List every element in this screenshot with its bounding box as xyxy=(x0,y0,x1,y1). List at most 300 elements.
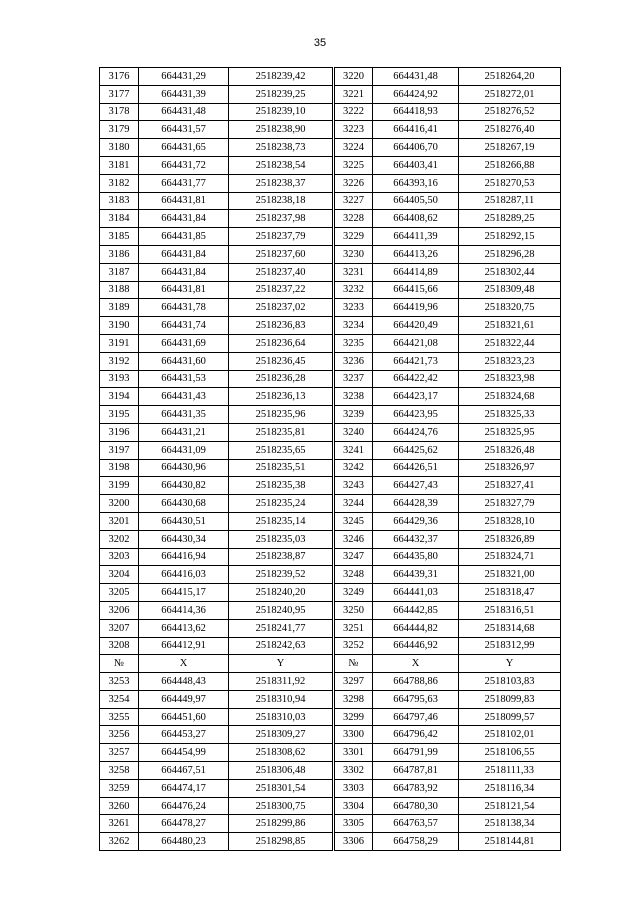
y-coordinate-cell: 2518310,03 xyxy=(229,708,333,726)
x-coordinate-cell: 664431,43 xyxy=(139,388,229,406)
point-number-cell: 3225 xyxy=(335,156,373,174)
x-coordinate-cell: 664431,09 xyxy=(139,441,229,459)
x-coordinate-cell: 664431,29 xyxy=(139,68,229,86)
y-coordinate-cell: 2518312,99 xyxy=(459,637,561,655)
x-coordinate-cell: 664797,46 xyxy=(373,708,459,726)
y-coordinate-cell: 2518237,98 xyxy=(229,210,333,228)
point-number-cell: 3262 xyxy=(100,833,139,851)
table-row xyxy=(100,388,561,406)
point-number-cell: 3230 xyxy=(335,245,373,263)
point-number-cell: 3258 xyxy=(100,762,139,780)
table-row xyxy=(100,601,561,619)
y-coordinate-cell: 2518237,22 xyxy=(229,281,333,299)
table-row xyxy=(100,548,561,566)
point-number-cell: 3197 xyxy=(100,441,139,459)
x-coordinate-cell: 664431,48 xyxy=(139,103,229,121)
point-number-cell: 3254 xyxy=(100,690,139,708)
point-number-cell: 3231 xyxy=(335,263,373,281)
y-coordinate-cell: 2518324,71 xyxy=(459,548,561,566)
y-coordinate-cell: 2518306,48 xyxy=(229,762,333,780)
x-coordinate-cell: 664414,36 xyxy=(139,601,229,619)
y-coordinate-cell: 2518106,55 xyxy=(459,744,561,762)
table-row xyxy=(100,477,561,495)
point-number-cell: 3188 xyxy=(100,281,139,299)
y-coordinate-cell: 2518241,77 xyxy=(229,619,333,637)
x-coordinate-cell: 664423,17 xyxy=(373,388,459,406)
y-coordinate-cell: 2518239,52 xyxy=(229,566,333,584)
y-coordinate-cell: 2518235,38 xyxy=(229,477,333,495)
y-coordinate-cell: 2518302,44 xyxy=(459,263,561,281)
y-coordinate-cell: 2518239,10 xyxy=(229,103,333,121)
point-number-cell: 3305 xyxy=(335,815,373,833)
x-coordinate-cell: 664467,51 xyxy=(139,762,229,780)
x-coordinate-cell: 664431,48 xyxy=(373,68,459,86)
x-coordinate-cell: 664418,93 xyxy=(373,103,459,121)
table-row xyxy=(100,370,561,388)
y-coordinate-cell: 2518326,89 xyxy=(459,530,561,548)
y-coordinate-cell: 2518326,97 xyxy=(459,459,561,477)
point-number-cell: 3205 xyxy=(100,584,139,602)
point-number-cell: 3233 xyxy=(335,299,373,317)
table-row xyxy=(100,317,561,335)
y-coordinate-cell: 2518316,51 xyxy=(459,601,561,619)
point-number-cell: 3246 xyxy=(335,530,373,548)
point-number-cell: 3241 xyxy=(335,441,373,459)
point-number-cell: 3176 xyxy=(100,68,139,86)
x-coordinate-cell: 664423,95 xyxy=(373,406,459,424)
x-coordinate-cell: 664442,85 xyxy=(373,601,459,619)
point-number-cell: 3185 xyxy=(100,228,139,246)
y-coordinate-cell: 2518240,20 xyxy=(229,584,333,602)
point-number-cell: 3198 xyxy=(100,459,139,477)
y-coordinate-cell: 2518236,28 xyxy=(229,370,333,388)
x-coordinate-cell: 664430,96 xyxy=(139,459,229,477)
x-coordinate-cell: 664415,17 xyxy=(139,584,229,602)
y-coordinate-cell: 2518309,48 xyxy=(459,281,561,299)
x-coordinate-cell: 664416,03 xyxy=(139,566,229,584)
y-coordinate-cell: 2518325,33 xyxy=(459,406,561,424)
x-coordinate-cell: 664758,29 xyxy=(373,833,459,851)
table-row xyxy=(100,530,561,548)
x-coordinate-cell: 664474,17 xyxy=(139,779,229,797)
y-coordinate-cell: 2518235,65 xyxy=(229,441,333,459)
point-number-cell: 3303 xyxy=(335,779,373,797)
x-coordinate-cell: 664431,74 xyxy=(139,317,229,335)
table-row xyxy=(100,779,561,797)
x-coordinate-cell: 664431,84 xyxy=(139,245,229,263)
point-number-cell: 3227 xyxy=(335,192,373,210)
table-row xyxy=(100,459,561,477)
x-coordinate-cell: 664431,21 xyxy=(139,423,229,441)
point-number-cell: 3184 xyxy=(100,210,139,228)
table-row xyxy=(100,637,561,655)
x-coordinate-cell: 664425,62 xyxy=(373,441,459,459)
point-number-cell: 3237 xyxy=(335,370,373,388)
y-coordinate-cell: 2518276,40 xyxy=(459,121,561,139)
table-row xyxy=(100,726,561,744)
x-coordinate-cell: 664424,92 xyxy=(373,85,459,103)
x-coordinate-cell: 664780,30 xyxy=(373,797,459,815)
x-coordinate-cell: 664444,82 xyxy=(373,619,459,637)
y-coordinate-cell: 2518309,27 xyxy=(229,726,333,744)
x-coordinate-cell: 664431,69 xyxy=(139,334,229,352)
table-row xyxy=(100,744,561,762)
table-row xyxy=(100,68,561,86)
point-number-cell: 3200 xyxy=(100,495,139,513)
point-number-cell: 3261 xyxy=(100,815,139,833)
point-number-cell: 3204 xyxy=(100,566,139,584)
y-coordinate-cell: 2518099,83 xyxy=(459,690,561,708)
table-row xyxy=(100,423,561,441)
y-coordinate-cell: 2518299,86 xyxy=(229,815,333,833)
table-row xyxy=(100,566,561,584)
point-number-cell: 3299 xyxy=(335,708,373,726)
header-y-cell: Y xyxy=(229,655,333,673)
y-coordinate-cell: 2518121,54 xyxy=(459,797,561,815)
point-number-cell: 3196 xyxy=(100,423,139,441)
point-number-cell: 3194 xyxy=(100,388,139,406)
y-coordinate-cell: 2518327,79 xyxy=(459,495,561,513)
y-coordinate-cell: 2518235,24 xyxy=(229,495,333,513)
x-coordinate-cell: 664453,27 xyxy=(139,726,229,744)
table-row xyxy=(100,673,561,691)
x-coordinate-cell: 664431,81 xyxy=(139,281,229,299)
y-coordinate-cell: 2518267,19 xyxy=(459,139,561,157)
x-coordinate-cell: 664421,73 xyxy=(373,352,459,370)
table-row xyxy=(100,441,561,459)
point-number-cell: 3250 xyxy=(335,601,373,619)
point-number-cell: 3178 xyxy=(100,103,139,121)
point-number-cell: 3245 xyxy=(335,512,373,530)
page-number: 35 xyxy=(313,37,327,49)
y-coordinate-cell: 2518323,23 xyxy=(459,352,561,370)
y-coordinate-cell: 2518236,64 xyxy=(229,334,333,352)
x-coordinate-cell: 664435,80 xyxy=(373,548,459,566)
point-number-cell: 3221 xyxy=(335,85,373,103)
y-coordinate-cell: 2518276,52 xyxy=(459,103,561,121)
point-number-cell: 3202 xyxy=(100,530,139,548)
header-x-cell: X xyxy=(373,655,459,673)
y-coordinate-cell: 2518292,15 xyxy=(459,228,561,246)
point-number-cell: 3251 xyxy=(335,619,373,637)
y-coordinate-cell: 2518264,20 xyxy=(459,68,561,86)
header-number-cell: № xyxy=(335,655,373,673)
table-row xyxy=(100,121,561,139)
y-coordinate-cell: 2518239,25 xyxy=(229,85,333,103)
table-row xyxy=(100,85,561,103)
point-number-cell: 3223 xyxy=(335,121,373,139)
point-number-cell: 3189 xyxy=(100,299,139,317)
x-coordinate-cell: 664431,57 xyxy=(139,121,229,139)
table-row xyxy=(100,762,561,780)
x-coordinate-cell: 664431,77 xyxy=(139,174,229,192)
point-number-cell: 3187 xyxy=(100,263,139,281)
y-coordinate-cell: 2518237,40 xyxy=(229,263,333,281)
point-number-cell: 3255 xyxy=(100,708,139,726)
y-coordinate-cell: 2518235,81 xyxy=(229,423,333,441)
y-coordinate-cell: 2518238,37 xyxy=(229,174,333,192)
y-coordinate-cell: 2518323,98 xyxy=(459,370,561,388)
x-coordinate-cell: 664431,84 xyxy=(139,263,229,281)
table-row xyxy=(100,584,561,602)
point-number-cell: 3180 xyxy=(100,139,139,157)
x-coordinate-cell: 664451,60 xyxy=(139,708,229,726)
table-row xyxy=(100,495,561,513)
point-number-cell: 3203 xyxy=(100,548,139,566)
x-coordinate-cell: 664796,42 xyxy=(373,726,459,744)
point-number-cell: 3224 xyxy=(335,139,373,157)
point-number-cell: 3235 xyxy=(335,334,373,352)
y-coordinate-cell: 2518242,63 xyxy=(229,637,333,655)
point-number-cell: 3206 xyxy=(100,601,139,619)
y-coordinate-cell: 2518238,73 xyxy=(229,139,333,157)
point-number-cell: 3201 xyxy=(100,512,139,530)
y-coordinate-cell: 2518287,11 xyxy=(459,192,561,210)
x-coordinate-cell: 664413,26 xyxy=(373,245,459,263)
y-coordinate-cell: 2518235,14 xyxy=(229,512,333,530)
x-coordinate-cell: 664478,27 xyxy=(139,815,229,833)
point-number-cell: 3244 xyxy=(335,495,373,513)
table-row xyxy=(100,833,561,851)
x-coordinate-cell: 664432,37 xyxy=(373,530,459,548)
table-row xyxy=(100,406,561,424)
x-coordinate-cell: 664788,86 xyxy=(373,673,459,691)
x-coordinate-cell: 664427,43 xyxy=(373,477,459,495)
point-number-cell: 3253 xyxy=(100,673,139,691)
x-coordinate-cell: 664429,36 xyxy=(373,512,459,530)
table-row xyxy=(100,263,561,281)
y-coordinate-cell: 2518236,83 xyxy=(229,317,333,335)
x-coordinate-cell: 664448,43 xyxy=(139,673,229,691)
header-x-cell: X xyxy=(139,655,229,673)
table-row xyxy=(100,797,561,815)
x-coordinate-cell: 664431,53 xyxy=(139,370,229,388)
x-coordinate-cell: 664405,50 xyxy=(373,192,459,210)
table-row xyxy=(100,815,561,833)
point-number-cell: 3249 xyxy=(335,584,373,602)
point-number-cell: 3259 xyxy=(100,779,139,797)
table-row xyxy=(100,174,561,192)
y-coordinate-cell: 2518310,94 xyxy=(229,690,333,708)
point-number-cell: 3240 xyxy=(335,423,373,441)
table-row xyxy=(100,708,561,726)
y-coordinate-cell: 2518289,25 xyxy=(459,210,561,228)
point-number-cell: 3207 xyxy=(100,619,139,637)
x-coordinate-cell: 664431,84 xyxy=(139,210,229,228)
x-coordinate-cell: 664408,62 xyxy=(373,210,459,228)
x-coordinate-cell: 664430,34 xyxy=(139,530,229,548)
y-coordinate-cell: 2518266,88 xyxy=(459,156,561,174)
table-row xyxy=(100,156,561,174)
x-coordinate-cell: 664439,31 xyxy=(373,566,459,584)
x-coordinate-cell: 664412,91 xyxy=(139,637,229,655)
x-coordinate-cell: 664414,89 xyxy=(373,263,459,281)
y-coordinate-cell: 2518318,47 xyxy=(459,584,561,602)
y-coordinate-cell: 2518237,60 xyxy=(229,245,333,263)
y-coordinate-cell: 2518235,03 xyxy=(229,530,333,548)
point-number-cell: 3192 xyxy=(100,352,139,370)
x-coordinate-cell: 664428,39 xyxy=(373,495,459,513)
point-number-cell: 3300 xyxy=(335,726,373,744)
point-number-cell: 3304 xyxy=(335,797,373,815)
y-coordinate-cell: 2518314,68 xyxy=(459,619,561,637)
table-row xyxy=(100,281,561,299)
y-coordinate-cell: 2518328,10 xyxy=(459,512,561,530)
x-coordinate-cell: 664431,78 xyxy=(139,299,229,317)
x-coordinate-cell: 664431,65 xyxy=(139,139,229,157)
x-coordinate-cell: 664413,62 xyxy=(139,619,229,637)
table-row xyxy=(100,334,561,352)
x-coordinate-cell: 664783,92 xyxy=(373,779,459,797)
y-coordinate-cell: 2518239,42 xyxy=(229,68,333,86)
x-coordinate-cell: 664411,39 xyxy=(373,228,459,246)
point-number-cell: 3193 xyxy=(100,370,139,388)
x-coordinate-cell: 664415,66 xyxy=(373,281,459,299)
point-number-cell: 3232 xyxy=(335,281,373,299)
y-coordinate-cell: 2518300,75 xyxy=(229,797,333,815)
point-number-cell: 3190 xyxy=(100,317,139,335)
point-number-cell: 3242 xyxy=(335,459,373,477)
y-coordinate-cell: 2518235,51 xyxy=(229,459,333,477)
y-coordinate-cell: 2518144,81 xyxy=(459,833,561,851)
x-coordinate-cell: 664791,99 xyxy=(373,744,459,762)
point-number-cell: 3208 xyxy=(100,637,139,655)
point-number-cell: 3257 xyxy=(100,744,139,762)
point-number-cell: 3222 xyxy=(335,103,373,121)
x-coordinate-cell: 664449,97 xyxy=(139,690,229,708)
x-coordinate-cell: 664431,72 xyxy=(139,156,229,174)
x-coordinate-cell: 664403,41 xyxy=(373,156,459,174)
y-coordinate-cell: 2518298,85 xyxy=(229,833,333,851)
y-coordinate-cell: 2518237,02 xyxy=(229,299,333,317)
y-coordinate-cell: 2518240,95 xyxy=(229,601,333,619)
point-number-cell: 3301 xyxy=(335,744,373,762)
point-number-cell: 3302 xyxy=(335,762,373,780)
y-coordinate-cell: 2518270,53 xyxy=(459,174,561,192)
y-coordinate-cell: 2518311,92 xyxy=(229,673,333,691)
x-coordinate-cell: 664430,68 xyxy=(139,495,229,513)
point-number-cell: 3297 xyxy=(335,673,373,691)
table-row xyxy=(100,192,561,210)
header-number-cell: № xyxy=(100,655,139,673)
point-number-cell: 3234 xyxy=(335,317,373,335)
point-number-cell: 3236 xyxy=(335,352,373,370)
point-number-cell: 3226 xyxy=(335,174,373,192)
y-coordinate-cell: 2518272,01 xyxy=(459,85,561,103)
x-coordinate-cell: 664422,42 xyxy=(373,370,459,388)
table-row xyxy=(100,228,561,246)
point-number-cell: 3177 xyxy=(100,85,139,103)
point-number-cell: 3182 xyxy=(100,174,139,192)
coordinates-table xyxy=(99,67,561,851)
point-number-cell: 3179 xyxy=(100,121,139,139)
x-coordinate-cell: 664424,76 xyxy=(373,423,459,441)
x-coordinate-cell: 664431,35 xyxy=(139,406,229,424)
x-coordinate-cell: 664419,96 xyxy=(373,299,459,317)
x-coordinate-cell: 664476,24 xyxy=(139,797,229,815)
point-number-cell: 3183 xyxy=(100,192,139,210)
table-row xyxy=(100,103,561,121)
point-number-cell: 3252 xyxy=(335,637,373,655)
y-coordinate-cell: 2518327,41 xyxy=(459,477,561,495)
table-row xyxy=(100,245,561,263)
x-coordinate-cell: 664431,81 xyxy=(139,192,229,210)
x-coordinate-cell: 664430,51 xyxy=(139,512,229,530)
y-coordinate-cell: 2518235,96 xyxy=(229,406,333,424)
point-number-cell: 3181 xyxy=(100,156,139,174)
y-coordinate-cell: 2518111,33 xyxy=(459,762,561,780)
y-coordinate-cell: 2518103,83 xyxy=(459,673,561,691)
y-coordinate-cell: 2518308,62 xyxy=(229,744,333,762)
table-row xyxy=(100,299,561,317)
x-coordinate-cell: 664426,51 xyxy=(373,459,459,477)
point-number-cell: 3256 xyxy=(100,726,139,744)
y-coordinate-cell: 2518296,28 xyxy=(459,245,561,263)
table-row xyxy=(100,352,561,370)
y-coordinate-cell: 2518116,34 xyxy=(459,779,561,797)
point-number-cell: 3228 xyxy=(335,210,373,228)
table-row xyxy=(100,139,561,157)
point-number-cell: 3238 xyxy=(335,388,373,406)
point-number-cell: 3239 xyxy=(335,406,373,424)
point-number-cell: 3247 xyxy=(335,548,373,566)
y-coordinate-cell: 2518320,75 xyxy=(459,299,561,317)
point-number-cell: 3220 xyxy=(335,68,373,86)
header-y-cell: Y xyxy=(459,655,561,673)
x-coordinate-cell: 664416,94 xyxy=(139,548,229,566)
y-coordinate-cell: 2518325,95 xyxy=(459,423,561,441)
x-coordinate-cell: 664787,81 xyxy=(373,762,459,780)
x-coordinate-cell: 664430,82 xyxy=(139,477,229,495)
y-coordinate-cell: 2518238,87 xyxy=(229,548,333,566)
table-row xyxy=(100,512,561,530)
x-coordinate-cell: 664795,63 xyxy=(373,690,459,708)
point-number-cell: 3199 xyxy=(100,477,139,495)
x-coordinate-cell: 664431,60 xyxy=(139,352,229,370)
table-row xyxy=(100,619,561,637)
y-coordinate-cell: 2518326,48 xyxy=(459,441,561,459)
y-coordinate-cell: 2518322,44 xyxy=(459,334,561,352)
point-number-cell: 3195 xyxy=(100,406,139,424)
point-number-cell: 3191 xyxy=(100,334,139,352)
y-coordinate-cell: 2518324,68 xyxy=(459,388,561,406)
point-number-cell: 3248 xyxy=(335,566,373,584)
y-coordinate-cell: 2518138,34 xyxy=(459,815,561,833)
y-coordinate-cell: 2518238,90 xyxy=(229,121,333,139)
y-coordinate-cell: 2518102,01 xyxy=(459,726,561,744)
x-coordinate-cell: 664480,23 xyxy=(139,833,229,851)
x-coordinate-cell: 664441,03 xyxy=(373,584,459,602)
x-coordinate-cell: 664763,57 xyxy=(373,815,459,833)
y-coordinate-cell: 2518099,57 xyxy=(459,708,561,726)
y-coordinate-cell: 2518321,00 xyxy=(459,566,561,584)
table-row xyxy=(100,210,561,228)
x-coordinate-cell: 664431,39 xyxy=(139,85,229,103)
x-coordinate-cell: 664420,49 xyxy=(373,317,459,335)
y-coordinate-cell: 2518321,61 xyxy=(459,317,561,335)
point-number-cell: 3306 xyxy=(335,833,373,851)
point-number-cell: 3229 xyxy=(335,228,373,246)
point-number-cell: 3186 xyxy=(100,245,139,263)
x-coordinate-cell: 664406,70 xyxy=(373,139,459,157)
y-coordinate-cell: 2518238,18 xyxy=(229,192,333,210)
x-coordinate-cell: 664393,16 xyxy=(373,174,459,192)
x-coordinate-cell: 664454,99 xyxy=(139,744,229,762)
point-number-cell: 3243 xyxy=(335,477,373,495)
x-coordinate-cell: 664416,41 xyxy=(373,121,459,139)
y-coordinate-cell: 2518236,45 xyxy=(229,352,333,370)
x-coordinate-cell: 664446,92 xyxy=(373,637,459,655)
